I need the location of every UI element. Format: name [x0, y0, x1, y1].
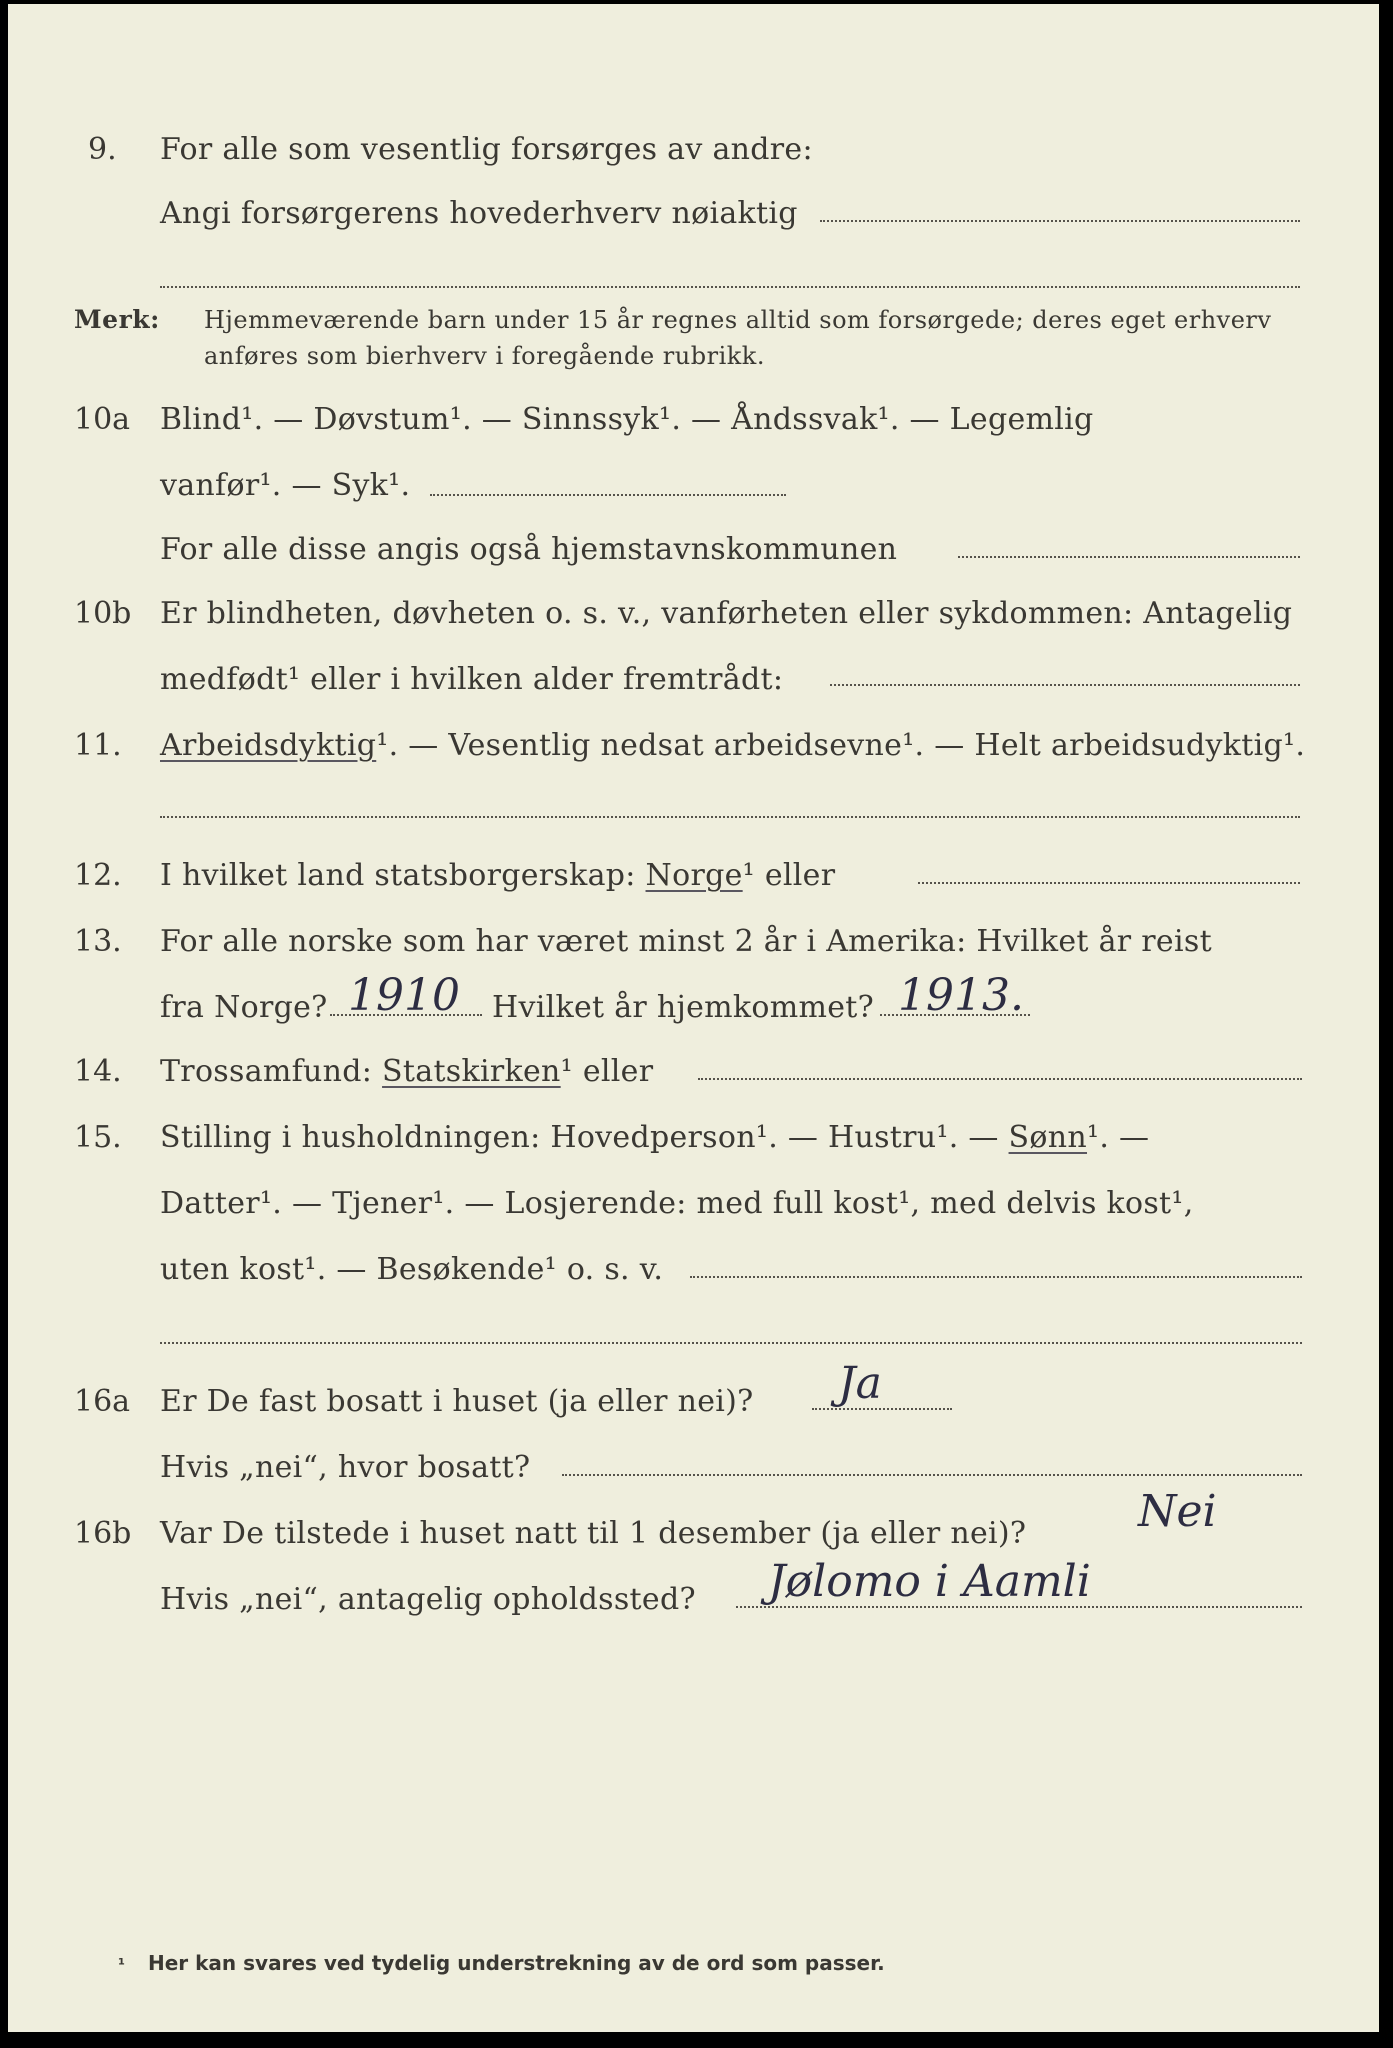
q16b-number: 16b [74, 1516, 132, 1551]
q12-number: 12. [74, 858, 122, 893]
q12-option-norge[interactable]: Norge [645, 858, 743, 893]
q10a-hjemstavn-line[interactable] [958, 556, 1300, 558]
q15-option-sonn[interactable]: Sønn [1008, 1120, 1088, 1155]
q14-option-statskirken[interactable]: Statskirken [382, 1054, 561, 1089]
q16a-answer-line[interactable] [812, 1408, 952, 1410]
q15-answer-line-2[interactable] [160, 1342, 1302, 1344]
q13-number: 13. [74, 924, 122, 959]
q15-sup: ¹ [1087, 1120, 1100, 1155]
q10a-number: 10a [74, 402, 131, 437]
q14-suffix: eller [582, 1054, 654, 1089]
q16b-answer2-handwritten: Jølomo i Aamli [768, 1556, 1091, 1607]
q14-sup: ¹ [560, 1054, 573, 1089]
footnote-text: Her kan svares ved tydelig understrekning av de ord som passer. [148, 1951, 885, 1975]
q9-answer-line[interactable] [820, 220, 1300, 222]
q11-answer-line[interactable] [160, 816, 1300, 818]
q15-number: 15. [74, 1120, 122, 1155]
q11-option-arbeidsdyktig[interactable]: Arbeidsdyktig [160, 728, 377, 763]
q10b-answer-line[interactable] [830, 684, 1300, 686]
q13-line1: For alle norske som har været minst 2 år i Amerika: Hvilket år reist [160, 924, 1212, 959]
q14-prefix: Trossamfund: [160, 1054, 373, 1089]
q12-sup: ¹ [742, 858, 755, 893]
merk-line2: anføres som bierhverv i foregående rubrikk. [204, 342, 765, 370]
q14-answer-line[interactable] [698, 1078, 1302, 1080]
q13-line2a: fra Norge? [160, 990, 328, 1025]
q12-line [160, 856, 835, 896]
q14-line [160, 1052, 653, 1092]
q13-answer2-handwritten: 1913. [898, 970, 1024, 1021]
q10b-line1: Er blindheten, døvheten o. s. v., vanførheten eller sykdommen: Antagelig [160, 596, 1293, 631]
footnote-mark: ¹ [118, 1955, 126, 1974]
q13-answer1-handwritten: 1910 [348, 970, 460, 1021]
q12-answer-line[interactable] [918, 882, 1300, 884]
q14-number: 14. [74, 1054, 122, 1089]
q10b-number: 10b [74, 596, 132, 631]
q10a-line3: For alle disse angis også hjemstavnskommunen [160, 532, 898, 567]
q15-line3: uten kost¹. — Besøkende¹ o. s. v. [160, 1252, 664, 1287]
q10a-syk-line[interactable] [430, 494, 786, 496]
q9-line1: For alle som vesentlig forsørges av andre: [160, 132, 813, 167]
q15-line1a: Stilling i husholdningen: Hovedperson¹. — Hustru¹. — [160, 1120, 999, 1155]
q9-answer-line-2[interactable] [160, 286, 1300, 288]
q10a-line1: Blind¹. — Døvstum¹. — Sinnssyk¹. — Åndssvak¹. — Legemlig [160, 402, 1094, 437]
merk-label: Merk: [74, 305, 160, 334]
q15-line2: Datter¹. — Tjener¹. — Losjerende: med full kost¹, med delvis kost¹, [160, 1186, 1194, 1221]
q16b-line2: Hvis „nei“, antagelig opholdssted? [160, 1582, 696, 1617]
q15-answer-line[interactable] [690, 1276, 1302, 1278]
q16a-line2: Hvis „nei“, hvor bosatt? [160, 1450, 531, 1485]
q16b-line1: Var De tilstede i huset natt til 1 desember (ja eller nei)? [160, 1516, 1027, 1551]
q16a-answer-handwritten: Ja [838, 1358, 882, 1409]
q11-line [160, 726, 1305, 766]
q9-number: 9. [88, 132, 117, 167]
merk-line1: Hjemmeværende barn under 15 år regnes alltid som forsørgede; deres eget erhverv [204, 306, 1272, 334]
q11-sup: ¹ [376, 728, 389, 763]
q12-prefix: I hvilket land statsborgerskap: [160, 858, 636, 893]
q12-suffix: eller [764, 858, 836, 893]
q13-line2b: Hvilket år hjemkommet? [492, 990, 875, 1025]
q11-number: 11. [74, 728, 122, 763]
q16a-bosatt-line[interactable] [562, 1474, 1302, 1476]
q9-line2: Angi forsørgerens hovederhverv nøiaktig [160, 196, 798, 231]
census-form-page [8, 4, 1379, 2032]
q10b-line2: medfødt¹ eller i hvilken alder fremtrådt: [160, 662, 784, 697]
q15-line1b: . — [1099, 1120, 1150, 1155]
q10a-line2: vanfør¹. — Syk¹. [160, 468, 411, 503]
q11-rest: . — Vesentlig nedsat arbeidsevne¹. — Helt arbeidsudyktig¹. [388, 728, 1306, 763]
q15-line1 [160, 1118, 1149, 1158]
q16b-answer1-handwritten: Nei [1138, 1486, 1217, 1537]
q16a-number: 16a [74, 1384, 131, 1419]
q16a-line1: Er De fast bosatt i huset (ja eller nei)? [160, 1384, 754, 1419]
